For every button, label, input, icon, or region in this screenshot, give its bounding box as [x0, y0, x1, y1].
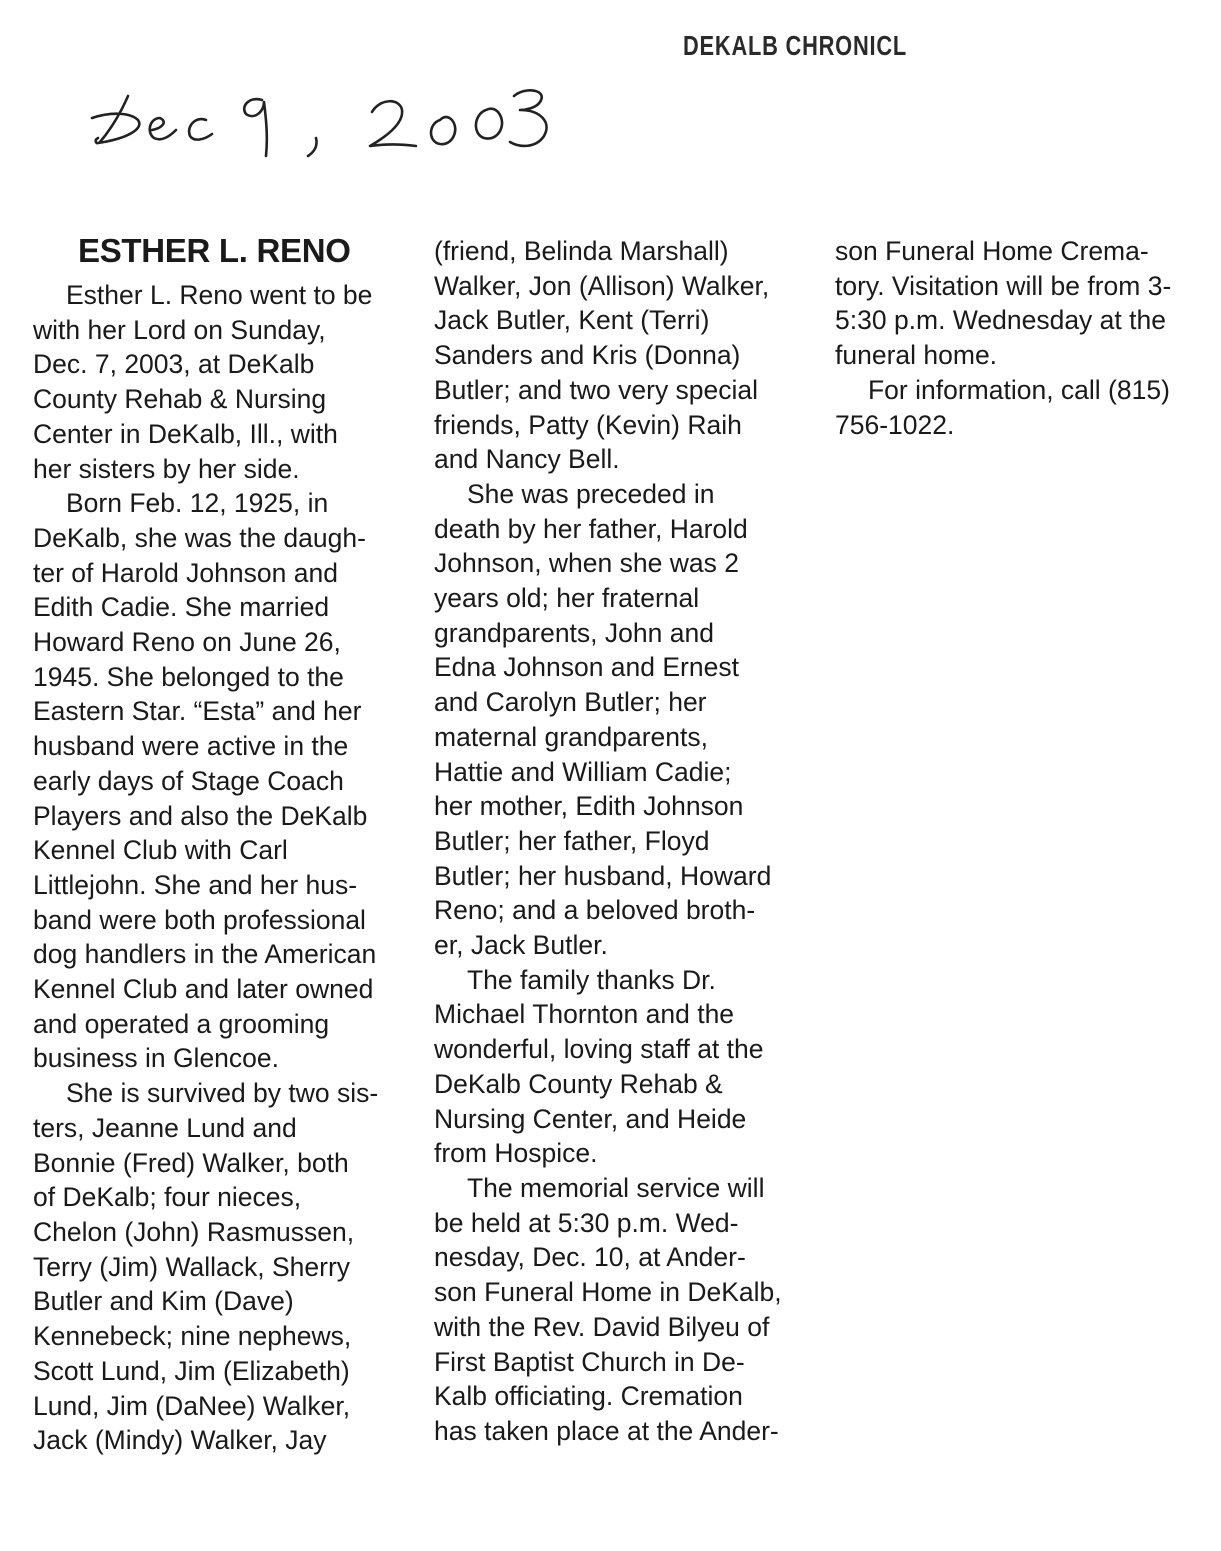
obituary-text-line: and operated a grooming: [33, 1008, 330, 1039]
obituary-text-line: death by her father, Harold: [434, 513, 748, 544]
obituary-headline: ESTHER L. RENO: [78, 232, 351, 269]
obituary-text-line: ters, Jeanne Lund and: [33, 1112, 297, 1143]
obituary-text-line: Butler; her husband, Howard: [434, 860, 772, 891]
obituary-text-line: wonderful, loving staff at the: [434, 1034, 764, 1065]
obituary-text-line: early days of Stage Coach: [33, 765, 344, 796]
obituary-text-line: maternal grandparents,: [434, 721, 708, 752]
obituary-text-line: her sisters by her side.: [33, 453, 300, 484]
obituary-text-line: Butler; her father, Floyd: [434, 825, 710, 856]
obituary-text-line: tory. Visitation will be from 3-: [835, 270, 1172, 301]
obituary-text-line: 1945. She belonged to the: [33, 661, 344, 692]
obituary-column-3: [835, 234, 1171, 442]
obituary-text-line: Edna Johnson and Ernest: [434, 652, 739, 683]
obituary-text-line: 5:30 p.m. Wednesday at the: [835, 305, 1166, 336]
obituary-text-line: Jack Butler, Kent (Terri): [434, 305, 710, 336]
obituary-text-line: DeKalb, she was the daugh-: [33, 522, 366, 553]
obituary-text-line: dog handlers in the American: [33, 939, 377, 970]
obituary-text-line: business in Glencoe.: [33, 1043, 280, 1074]
obituary-text-line: First Baptist Church in De-: [434, 1346, 745, 1377]
obituary-text-line: son Funeral Home in DeKalb,: [434, 1277, 782, 1308]
obituary-text-line: with her Lord on Sunday,: [33, 314, 326, 345]
obituary-text-line: Sanders and Kris (Donna): [434, 340, 741, 371]
obituary-text-line: Terry (Jim) Wallack, Sherry: [33, 1251, 351, 1282]
obituary-text-line: Players and also the DeKalb: [33, 800, 368, 831]
obituary-text-line: from Hospice.: [434, 1138, 598, 1169]
obituary-text-line: friends, Patty (Kevin) Raih: [434, 409, 742, 440]
obituary-text-line: She is survived by two sis-: [66, 1078, 379, 1109]
obituary-text-line: Kennel Club with Carl: [33, 835, 288, 866]
obituary-text-line: Kalb officiating. Cremation: [434, 1381, 743, 1412]
obituary-text-line: nesday, Dec. 10, at Ander-: [434, 1242, 746, 1273]
obituary-text-line: Johnson, when she was 2: [434, 548, 739, 579]
obituary-text-line: and Carolyn Butler; her: [434, 687, 707, 718]
obituary-text-line: Howard Reno on June 26,: [33, 627, 341, 658]
obituary-text-line: her mother, Edith Johnson: [434, 791, 744, 822]
obituary-text-line: er, Jack Butler.: [434, 930, 608, 961]
obituary-text-line: has taken place at the Ander-: [434, 1415, 779, 1446]
obituary-text-line: DeKalb County Rehab &: [434, 1068, 723, 1099]
obituary-text-line: years old; her fraternal: [434, 583, 700, 614]
obituary-text-line: 756-1022.: [835, 409, 955, 440]
obituary-text-line: Eastern Star. “Esta” and her: [33, 696, 362, 727]
obituary-text-line: Walker, Jon (Allison) Walker,: [434, 270, 770, 301]
obituary-text-line: The family thanks Dr.: [467, 964, 716, 995]
obituary-column-2: [434, 234, 782, 1449]
obituary-text-line: Edith Cadie. She married: [33, 592, 330, 623]
obituary-text-line: Center in DeKalb, Ill., with: [33, 418, 338, 449]
obituary-text-line: Michael Thornton and the: [434, 999, 735, 1030]
obituary-text-line: grandparents, John and: [434, 617, 714, 648]
obituary-text-line: She was preceded in: [467, 478, 715, 509]
obituary-text-line: County Rehab & Nursing: [33, 384, 327, 415]
obituary-text-line: of DeKalb; four nieces,: [33, 1182, 302, 1213]
obituary-text-line: Butler and Kim (Dave): [33, 1286, 294, 1317]
obituary-text-line: husband were active in the: [33, 731, 349, 762]
obituary-text-line: Jack (Mindy) Walker, Jay: [33, 1425, 327, 1456]
obituary-column-1: [33, 278, 378, 1458]
obituary-text-line: Esther L. Reno went to be: [66, 280, 373, 310]
obituary-text-line: Butler; and two very special: [434, 374, 759, 405]
obituary-text-line: with the Rev. David Bilyeu of: [434, 1311, 770, 1342]
obituary-text-line: Lund, Jim (DaNee) Walker,: [33, 1390, 351, 1421]
obituary-text-line: Nursing Center, and Heide: [434, 1103, 747, 1134]
obituary-text-line: Dec. 7, 2003, at DeKalb: [33, 349, 315, 380]
obituary-text-line: Born Feb. 12, 1925, in: [66, 488, 329, 519]
obituary-text-line: Reno; and a beloved broth-: [434, 895, 756, 926]
obituary-text-line: Chelon (John) Rasmussen,: [33, 1216, 355, 1247]
obituary-text-line: Kennel Club and later owned: [33, 974, 374, 1005]
obituary-text-line: For information, call (815): [868, 374, 1170, 405]
obituary-text-line: Kennebeck; nine nephews,: [33, 1321, 352, 1352]
obituary-text-line: Hattie and William Cadie;: [434, 756, 732, 787]
obituary-text-line: funeral home.: [835, 340, 998, 371]
obituary-text-line: ter of Harold Johnson and: [33, 557, 338, 588]
obituary-text-line: (friend, Belinda Marshall): [434, 236, 729, 266]
obituary-text-line: The memorial service will: [467, 1172, 765, 1203]
obituary-text-line: be held at 5:30 p.m. Wed-: [434, 1207, 739, 1238]
obituary-text-line: and Nancy Bell.: [434, 444, 620, 475]
masthead: DEKALB CHRONICL: [683, 30, 908, 61]
obituary-text-line: Bonnie (Fred) Walker, both: [33, 1147, 349, 1178]
obituary-text-line: son Funeral Home Crema-: [835, 236, 1149, 266]
obituary-text-line: Littlejohn. She and her hus-: [33, 869, 358, 900]
obituary-text-line: Scott Lund, Jim (Elizabeth): [33, 1355, 350, 1386]
obituary-text-line: band were both professional: [33, 904, 366, 935]
